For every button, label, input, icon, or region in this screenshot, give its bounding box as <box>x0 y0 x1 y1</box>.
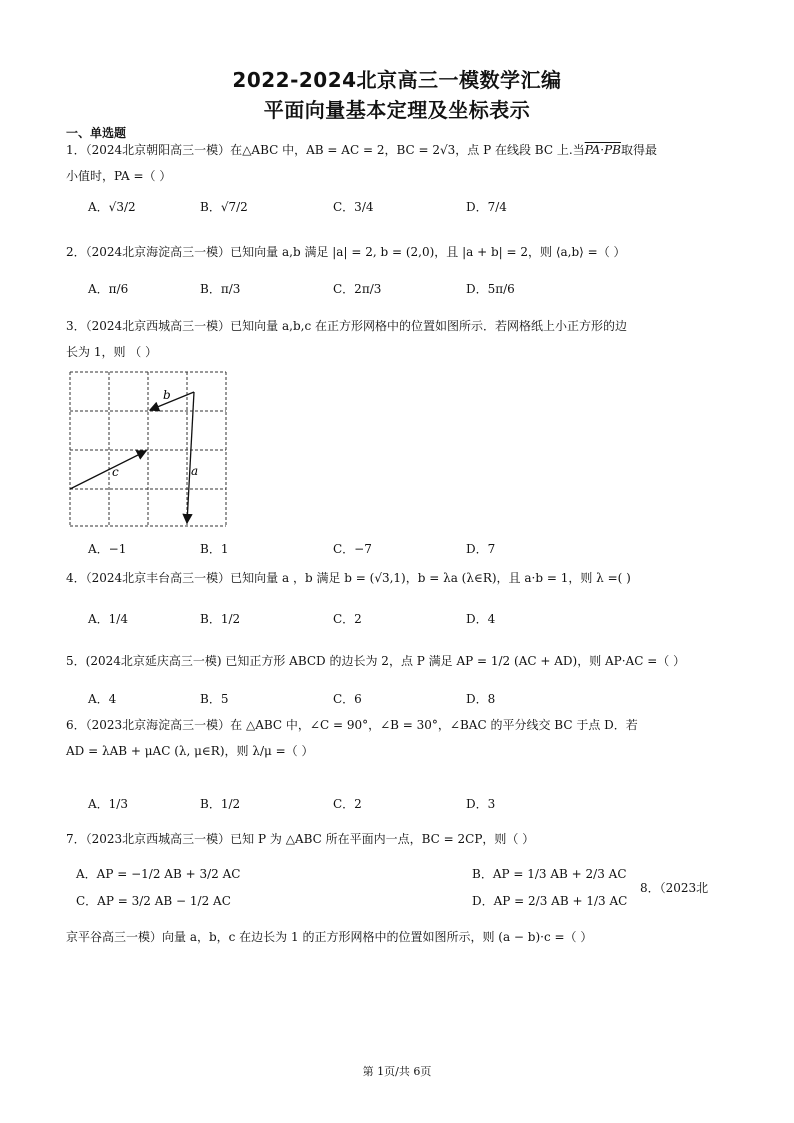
page-title: 2022-2024北京高三一模数学汇编 <box>232 68 562 92</box>
q7-option-b: B．AP = 1/3 AB + 2/3 AC <box>472 867 627 881</box>
q7-option-c: C．AP = 3/2 AB − 1/2 AC <box>76 894 231 908</box>
q6-option-a: A．1/3 <box>88 797 128 811</box>
q2-option-b: B．π/3 <box>200 282 241 296</box>
q3-stem-1: 3．（2024北京西城高三一模）已知向量 a,b,c 在正方形网格中的位置如图所示．若网格纸上小正方形的边 <box>66 319 627 333</box>
question-3 <box>66 313 736 365</box>
q1-stem-a: 1．（2024北京朝阳高三一模）在 <box>66 143 243 157</box>
q5-option-a: A．4 <box>88 692 117 706</box>
q5-option-c: C．6 <box>333 692 362 706</box>
q3-label-b: b <box>163 388 171 402</box>
q3-option-a: A．−1 <box>88 542 127 556</box>
q6-option-d: D．3 <box>466 797 496 811</box>
page-subtitle: 平面向量基本定理及坐标表示 <box>263 98 531 122</box>
q1-option-d: D．7/4 <box>466 200 507 214</box>
q1-option-c: C．3/4 <box>333 200 374 214</box>
q6-stem-2: AD = λAB + μAC (λ, μ∈R)，则 λ/μ =（ ） <box>66 744 314 758</box>
q1-stem-d: 取得最 <box>621 143 658 157</box>
q3-option-c: C．−7 <box>333 542 372 556</box>
page-footer: 第 1页/共 6页 <box>362 1065 432 1078</box>
q8-stem-a: 8．（2023北 <box>640 881 709 895</box>
q3-grid-figure <box>66 368 232 530</box>
q4-option-c: C．2 <box>333 612 362 626</box>
question-4: 4．（2024北京丰台高三一模）已知向量 a ，b 满足 b = (√3,1)，b = λa (λ∈R)，且 a·b = 1，则 λ =( ) <box>66 571 631 585</box>
q7-option-a: A．AP = −1/2 AB + 3/2 AC <box>76 867 241 881</box>
q3-grid-lines <box>70 372 226 526</box>
question-2: 2．（2024北京海淀高三一模）已知向量 a,b 满足 |a| = 2, b = (2,0)，且 |a + b| = 2，则 ⟨a,b⟩ =（ ） <box>66 245 626 259</box>
q3-stem-2: 长为 1，则 （ ） <box>66 345 158 359</box>
q5-option-b: B．5 <box>200 692 229 706</box>
q4-option-a: A．1/4 <box>88 612 128 626</box>
q2-option-a: A．π/6 <box>88 282 129 296</box>
q2-option-c: C．2π/3 <box>333 282 382 296</box>
q3-option-b: B．1 <box>200 542 229 556</box>
q6-stem-1: 6．（2023北京海淀高三一模）在 △ABC 中，∠C = 90°，∠B = 30°，∠BAC 的平分线交 BC 于点 D．若 <box>66 718 638 732</box>
question-6 <box>66 712 736 764</box>
q6-option-c: C．2 <box>333 797 362 811</box>
q3-label-c: c <box>112 465 119 479</box>
q6-option-b: B．1/2 <box>200 797 241 811</box>
q1-stem-e: 小值时，PA =（ ） <box>66 169 172 183</box>
q2-option-d: D．5π/6 <box>466 282 515 296</box>
question-7: 7．（2023北京西城高三一模）已知 P 为 △ABC 所在平面内一点，BC = 2CP，则（ ） <box>66 832 535 846</box>
q3-label-a: a <box>191 464 199 478</box>
q3-vector-c <box>70 451 146 489</box>
q8-stem-b: 京平谷高三一模）向量 a，b，c 在边长为 1 的正方形网格中的位置如图所示，则 (a − b)·c =（ ） <box>66 930 593 944</box>
q1-option-b: B．√7/2 <box>200 200 248 214</box>
q7-option-d: D．AP = 2/3 AB + 1/3 AC <box>472 894 628 908</box>
q1-option-a: A．√3/2 <box>88 200 136 214</box>
q4-option-b: B．1/2 <box>200 612 241 626</box>
section-heading: 一、单选题 <box>66 126 127 140</box>
q5-option-d: D．8 <box>466 692 496 706</box>
question-1 <box>66 137 736 189</box>
q1-stem-c: PA·PB <box>584 143 622 157</box>
q3-vector-a <box>187 392 194 523</box>
q3-option-d: D．7 <box>466 542 496 556</box>
q4-option-d: D．4 <box>466 612 496 626</box>
question-5: 5．(2024北京延庆高三一模) 已知正方形 ABCD 的边长为 2，点 P 满足 AP = 1/2 (AC + AD)，则 AP·AC =（ ） <box>66 654 686 668</box>
q1-stem-b: △ABC 中，AB = AC = 2，BC = 2√3，点 P 在线段 BC 上.当 <box>242 143 585 157</box>
